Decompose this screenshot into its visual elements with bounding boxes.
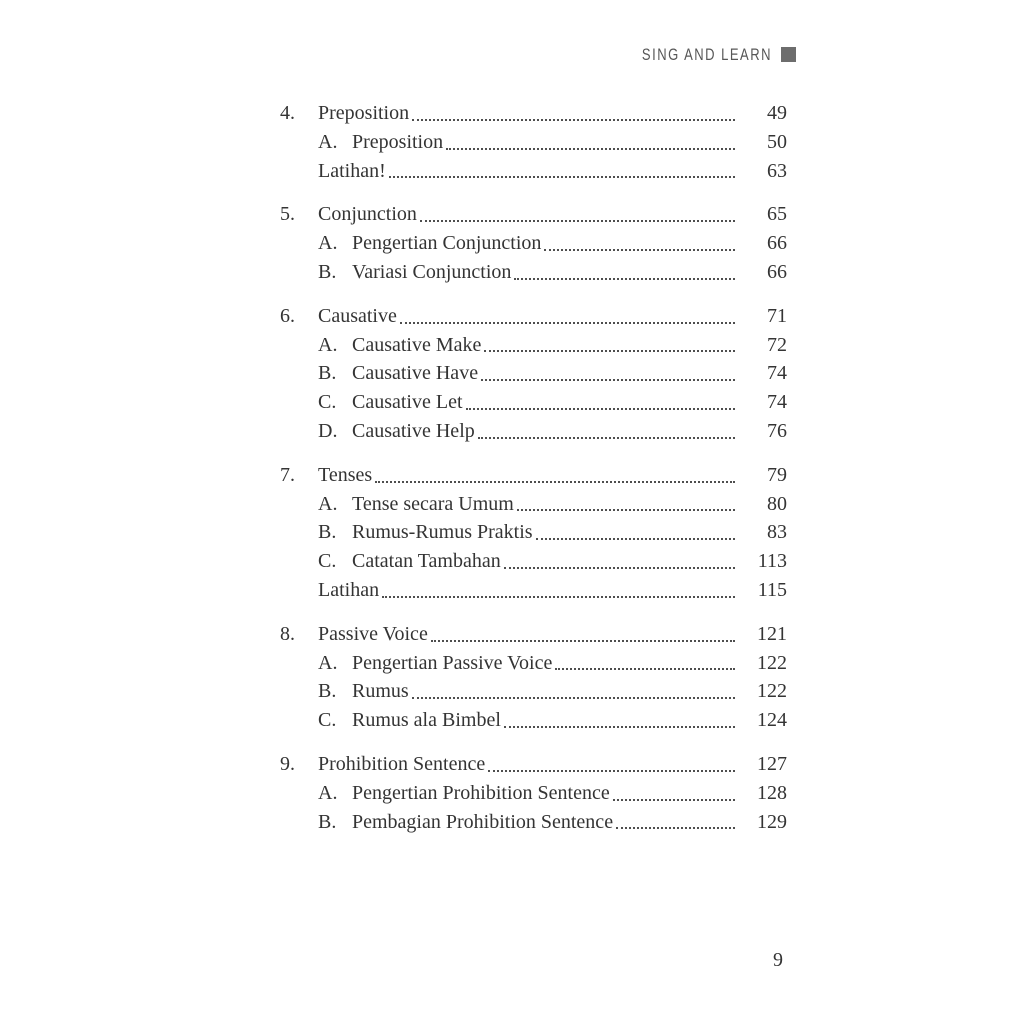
toc-row <box>280 779 787 808</box>
toc-entry-label: Pengertian Prohibition Sentence <box>352 781 610 804</box>
toc-row <box>280 229 787 258</box>
toc-entry-page-number: 121 <box>757 622 787 645</box>
toc-entry-label: Rumus <box>352 680 409 703</box>
toc-row <box>280 359 787 388</box>
toc-entry-index: A. <box>318 651 338 674</box>
toc-row <box>280 200 787 229</box>
toc-entry-page-number: 113 <box>757 550 787 573</box>
dot-leader <box>481 379 735 381</box>
toc-entry-label: Catatan Tambahan <box>352 550 501 573</box>
toc-entry-index: B. <box>318 362 337 385</box>
toc-entry-label: Rumus-Rumus Praktis <box>352 521 533 544</box>
toc-group <box>280 302 787 446</box>
toc-entry-page-number: 66 <box>767 232 787 255</box>
toc-entry-page-number: 128 <box>757 781 787 804</box>
dot-leader <box>446 148 735 150</box>
toc-entry-page-number: 129 <box>757 810 787 833</box>
dot-leader <box>466 408 735 410</box>
toc-entry-index: 6. <box>280 304 295 327</box>
dot-leader <box>375 481 735 483</box>
toc-entry-label: Causative Have <box>352 362 479 385</box>
toc-group <box>280 200 787 286</box>
toc-row <box>280 157 787 186</box>
toc-entry-label: Latihan <box>318 578 380 601</box>
toc-entry-index: 4. <box>280 102 295 124</box>
book-title: SING AND LEARN <box>641 45 772 64</box>
toc-row <box>280 331 787 360</box>
toc-entry-label: Prohibition Sentence <box>318 752 486 775</box>
running-header <box>642 47 796 62</box>
toc-entry-label: Causative Let <box>352 391 463 414</box>
toc-row <box>280 417 787 446</box>
toc-entry-label: Latihan! <box>318 159 386 182</box>
dot-leader <box>400 322 735 324</box>
toc-entry-index: C. <box>318 709 337 732</box>
footer-page-number: 9 <box>773 949 783 971</box>
dot-leader <box>613 799 735 801</box>
dot-leader <box>517 509 735 511</box>
header-square-ornament <box>781 47 796 62</box>
toc-row <box>280 128 787 157</box>
toc-entry-page-number: 76 <box>767 419 787 442</box>
toc-group <box>280 750 787 836</box>
toc-entry-index: 8. <box>280 622 295 645</box>
toc-entry-page-number: 122 <box>757 651 787 674</box>
toc-entry-label: Preposition <box>352 130 444 153</box>
toc-row <box>280 490 787 519</box>
toc-entry-label: Variasi Conjunction <box>352 260 512 283</box>
toc-row <box>280 388 787 417</box>
toc-entry-label: Pengertian Conjunction <box>352 232 542 255</box>
toc-entry-page-number: 83 <box>767 521 787 544</box>
dot-leader <box>544 249 735 251</box>
toc-entry-page-number: 127 <box>757 752 787 775</box>
dot-leader <box>488 770 735 772</box>
dot-leader <box>484 350 735 352</box>
dot-leader <box>382 596 735 598</box>
toc-entry-page-number: 79 <box>767 463 787 486</box>
toc-entry-label: Tenses <box>318 463 373 486</box>
toc-row <box>280 576 787 605</box>
toc-entry-label: Conjunction <box>318 203 417 226</box>
toc-row <box>280 258 787 287</box>
toc-row <box>280 99 787 128</box>
toc-row <box>280 518 787 547</box>
toc-entry-index: A. <box>318 333 338 356</box>
toc-entry-label: Passive Voice <box>318 622 428 645</box>
toc-entry-index: A. <box>318 130 338 153</box>
toc-entry-page-number: 115 <box>757 578 787 601</box>
toc-entry-label: Tense secara Umum <box>352 492 514 515</box>
toc-group <box>280 461 787 605</box>
toc-entry-page-number: 80 <box>767 492 787 515</box>
toc-row <box>280 461 787 490</box>
toc-entry-index: C. <box>318 550 337 573</box>
toc-entry-page-number: 71 <box>767 304 787 327</box>
toc-entry-index: A. <box>318 781 338 804</box>
toc-entry-index: D. <box>318 419 338 442</box>
toc-row <box>280 706 787 735</box>
dot-leader <box>514 278 735 280</box>
toc-entry-label: Rumus ala Bimbel <box>352 709 501 732</box>
dot-leader <box>536 538 735 540</box>
toc-entry-page-number: 63 <box>767 159 787 182</box>
toc-entry-label: Preposition <box>318 102 410 124</box>
toc-entry-index: B. <box>318 260 337 283</box>
toc-row <box>280 649 787 678</box>
toc-entry-page-number: 74 <box>767 391 787 414</box>
toc-entry-page-number: 66 <box>767 260 787 283</box>
dot-leader <box>412 119 735 121</box>
toc-entry-page-number: 72 <box>767 333 787 356</box>
toc-entry-label: Causative Make <box>352 333 482 356</box>
toc-entry-index: B. <box>318 810 337 833</box>
toc-entry-index: B. <box>318 521 337 544</box>
toc-row <box>280 677 787 706</box>
dot-leader <box>420 220 735 222</box>
toc-entry-index: C. <box>318 391 337 414</box>
toc-entry-page-number: 122 <box>757 680 787 703</box>
toc-group <box>280 620 787 735</box>
toc-group <box>280 99 787 185</box>
toc-row <box>280 808 787 837</box>
toc-entry-page-number: 50 <box>767 130 787 153</box>
toc-entry-label: Pengertian Passive Voice <box>352 651 553 674</box>
toc-entry-label: Pembagian Prohibition Sentence <box>352 810 614 833</box>
toc-row <box>280 750 787 779</box>
toc-entry-index: 7. <box>280 463 295 486</box>
toc-entry-index: 9. <box>280 752 295 775</box>
toc-entry-label: Causative Help <box>352 419 475 442</box>
toc-entry-index: A. <box>318 232 338 255</box>
dot-leader <box>616 827 735 829</box>
toc-entry-index: B. <box>318 680 337 703</box>
toc-entry-page-number: 49 <box>767 102 787 124</box>
toc-entry-page-number: 65 <box>767 203 787 226</box>
toc-entry-page-number: 124 <box>757 709 787 732</box>
dot-leader <box>412 697 735 699</box>
dot-leader <box>504 567 735 569</box>
toc-row <box>280 302 787 331</box>
toc-entry-page-number: 74 <box>767 362 787 385</box>
dot-leader <box>555 668 735 670</box>
dot-leader <box>504 726 735 728</box>
toc-row <box>280 620 787 649</box>
toc-entry-index: 5. <box>280 203 295 226</box>
toc-entry-label: Causative <box>318 304 397 327</box>
toc-row <box>280 547 787 576</box>
dot-leader <box>478 437 735 439</box>
dot-leader <box>389 176 735 178</box>
table-of-contents <box>280 99 787 851</box>
toc-entry-index: A. <box>318 492 338 515</box>
dot-leader <box>431 640 735 642</box>
